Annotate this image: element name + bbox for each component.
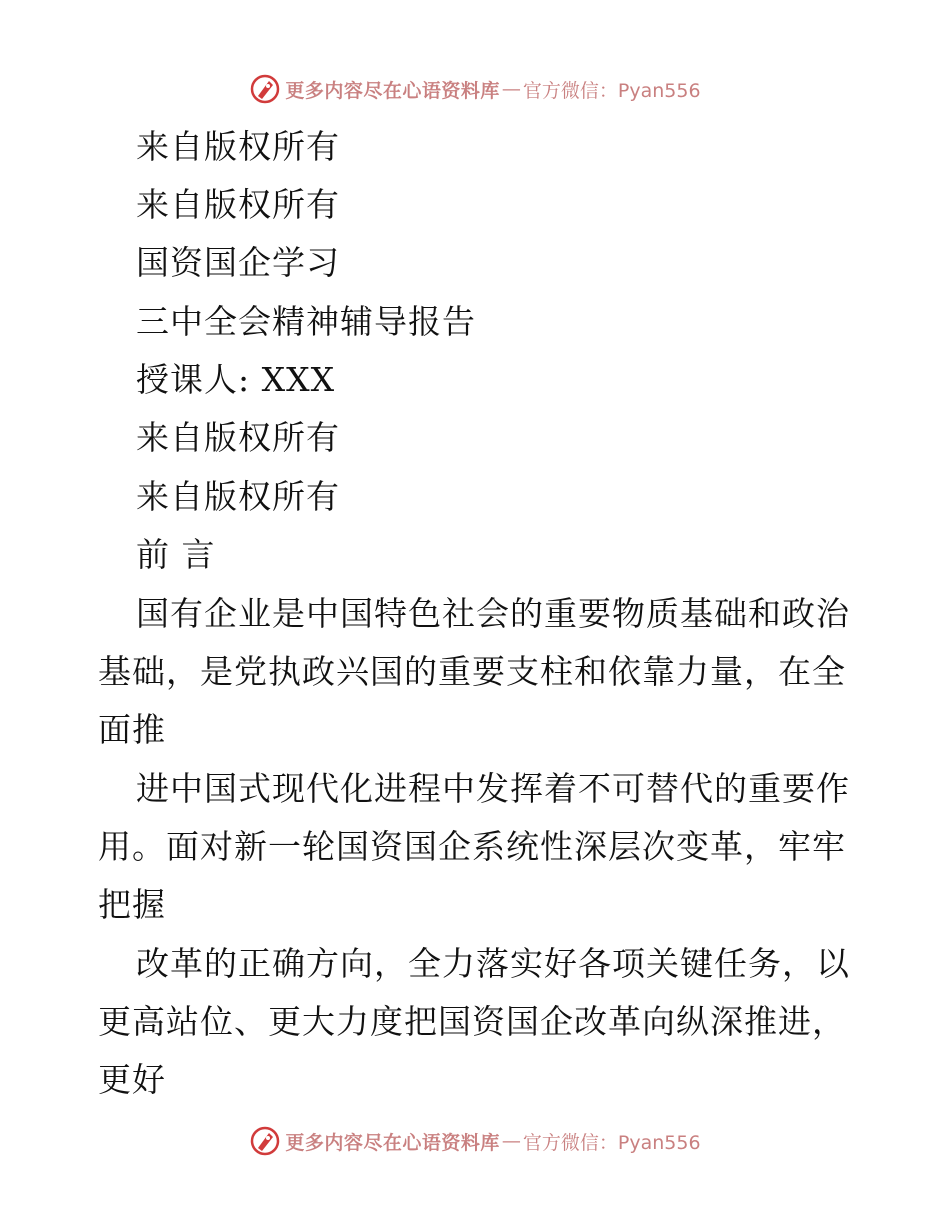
subject-line: 国资国企学习 bbox=[136, 243, 340, 282]
footer-wechat: 官方微信：Pyan556 bbox=[522, 1131, 701, 1154]
paragraph-line: 面推 bbox=[98, 710, 166, 749]
footer-watermark bbox=[0, 1124, 950, 1158]
lecturer-line: 授课人: XXX bbox=[136, 360, 336, 399]
paragraph-line: 基础，是党执政兴国的重要支柱和依靠力量，在全 bbox=[98, 652, 846, 691]
paragraph-line: 更高站位、更大力度把国资国企改革向纵深推进， bbox=[98, 1002, 846, 1041]
paragraph-line: 改革的正确方向，全力落实好各项关键任务，以 bbox=[136, 944, 850, 983]
paragraph-line: 国有企业是中国特色社会的重要物质基础和政治 bbox=[136, 594, 850, 633]
footer-brand-text: 更多内容尽在心语资料库 bbox=[285, 1131, 500, 1154]
paragraph-line: 更好 bbox=[98, 1060, 166, 1099]
header-wechat: 官方微信：Pyan556 bbox=[522, 79, 701, 102]
copyright-line: 来自版权所有 bbox=[136, 418, 340, 457]
pen-nib-logo-icon bbox=[249, 1125, 281, 1157]
copyright-line: 来自版权所有 bbox=[136, 477, 340, 516]
header-separator: — bbox=[501, 78, 521, 100]
header-watermark bbox=[0, 72, 950, 106]
footer-separator: — bbox=[501, 1130, 521, 1152]
paragraph-line: 用。面对新一轮国资国企系统性深层次变革，牢牢 bbox=[98, 827, 846, 866]
paragraph-line: 进中国式现代化进程中发挥着不可替代的重要作 bbox=[136, 769, 850, 808]
header-brand-text: 更多内容尽在心语资料库 bbox=[285, 79, 500, 102]
copyright-line: 来自版权所有 bbox=[136, 185, 340, 224]
paragraph-line: 把握 bbox=[98, 885, 166, 924]
preface-heading: 前 言 bbox=[136, 535, 216, 574]
report-title: 三中全会精神辅导报告 bbox=[136, 302, 476, 341]
copyright-line: 来自版权所有 bbox=[136, 127, 340, 166]
pen-nib-logo-icon bbox=[249, 73, 281, 105]
